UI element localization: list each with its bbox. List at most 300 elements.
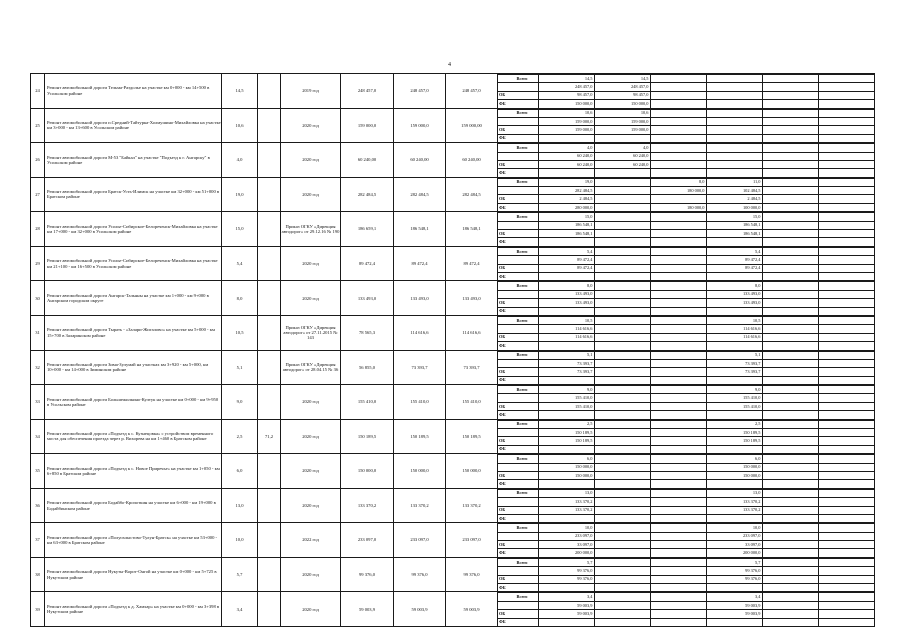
funding-source: Всего	[498, 316, 538, 324]
funding-value	[818, 386, 875, 394]
funding-source: ФБ	[498, 169, 538, 177]
road-name: Ремонт автомобильной дороги п.Средний-Тайтурка-Холмушино-Михайловка на участке км 3+000 - км 13+600 в Усольском районе	[45, 108, 222, 143]
funding-value	[650, 463, 706, 471]
limit-cost: 248 457,0	[394, 74, 446, 109]
funding-source	[498, 325, 538, 333]
road-name: Ремонт автомобильной дороги Ангарск-Тальяны на участке км 1+000 - км 9+000 в Ангарском городском округе	[45, 281, 222, 316]
bridge-length	[258, 557, 281, 592]
funding-value: 180 000,0	[650, 203, 706, 211]
funding-value: 150 189,5	[538, 429, 594, 437]
funding-line	[498, 187, 875, 195]
funding-value: 6,0	[706, 455, 762, 463]
funding-value	[762, 109, 818, 117]
limit-cost: 89 472,4	[394, 246, 446, 281]
estimated-cost: 186 659,1	[341, 212, 394, 247]
funding-breakdown	[498, 281, 875, 316]
funding-value	[762, 307, 818, 315]
funding-value: 5,7	[538, 558, 594, 566]
funding-value	[706, 411, 762, 419]
funding-source	[498, 601, 538, 609]
funding-value: 186 548,1	[706, 230, 762, 238]
funding-value	[706, 144, 762, 152]
estimate-basis: 2020 год	[281, 246, 341, 281]
funding-value	[762, 160, 818, 168]
funding-value	[650, 91, 706, 99]
funding-value	[818, 558, 875, 566]
road-name: Ремонт автомобильной дороги Тырать - «Залари-Жигалово» на участке км 5+000 - км 15+700 в Заларинском районе	[45, 315, 222, 350]
funding-line	[498, 100, 875, 108]
funding-value	[762, 506, 818, 514]
funding-value: 8,0	[650, 178, 706, 186]
funding-value	[650, 299, 706, 307]
funding-value	[818, 411, 875, 419]
funding-value: 150 189,5	[706, 429, 762, 437]
funding-value	[762, 411, 818, 419]
funding-value	[762, 91, 818, 99]
funding-breakdown	[498, 557, 875, 592]
funding-value	[762, 445, 818, 453]
funding-value: 133 370,2	[706, 498, 762, 506]
estimate-basis: 2020 год	[281, 143, 341, 178]
funding-value	[650, 325, 706, 333]
funding-source: Всего	[498, 386, 538, 394]
funding-value	[762, 247, 818, 255]
funding-value	[762, 368, 818, 376]
funding-value: 9,0	[538, 386, 594, 394]
funding-value	[650, 282, 706, 290]
total-cost: 114 616,6	[446, 315, 498, 350]
funding-value	[818, 238, 875, 246]
funding-value	[762, 618, 818, 626]
funding-value: 150 000,0	[538, 471, 594, 479]
funding-value	[650, 489, 706, 497]
funding-value	[818, 420, 875, 428]
funding-value	[762, 213, 818, 221]
funding-value	[762, 83, 818, 91]
funding-line	[498, 247, 875, 255]
funding-line	[498, 359, 875, 367]
funding-line	[498, 272, 875, 280]
funding-value	[594, 195, 650, 203]
funding-line	[498, 299, 875, 307]
funding-value: 114 616,6	[538, 333, 594, 341]
funding-value: 102 484,5	[706, 187, 762, 195]
road-name: Ремонт автомобильной дороги Нукуты-Ворот-Онгой на участке км 0+000 - км 5+725 в Нукутском районе	[45, 557, 222, 592]
funding-value	[594, 593, 650, 601]
funding-value	[818, 333, 875, 341]
funding-value	[818, 144, 875, 152]
road-name: Ремонт автомобильной дороги Тельма-Раздолье на участке км 0+000 - км 14+500 в Усольском районе	[45, 74, 222, 109]
funding-value	[650, 376, 706, 384]
funding-value	[594, 601, 650, 609]
funding-line	[498, 342, 875, 350]
funding-source: ФБ	[498, 514, 538, 522]
funding-line	[498, 498, 875, 506]
funding-line	[498, 117, 875, 125]
funding-value	[594, 299, 650, 307]
funding-value	[650, 368, 706, 376]
funding-value	[818, 402, 875, 410]
funding-source: ФБ	[498, 618, 538, 626]
funding-value: 14,5	[538, 75, 594, 83]
length-km: 10,5	[222, 315, 258, 350]
funding-value	[818, 282, 875, 290]
funding-value: 60 240,0	[594, 160, 650, 168]
funding-source: ОБ	[498, 230, 538, 238]
funding-value: 98 457,0	[538, 91, 594, 99]
funding-value: 14,5	[594, 75, 650, 83]
length-km: 6,0	[222, 454, 258, 489]
funding-subtable	[498, 178, 875, 212]
funding-value	[594, 272, 650, 280]
funding-value	[538, 307, 594, 315]
bridge-length	[258, 143, 281, 178]
bridge-length	[258, 108, 281, 143]
total-cost: 150 000,0	[446, 454, 498, 489]
funding-value	[594, 420, 650, 428]
estimated-cost: 59 003,9	[341, 592, 394, 627]
total-cost: 155 410,0	[446, 385, 498, 420]
funding-value	[818, 514, 875, 522]
funding-value	[650, 117, 706, 125]
funding-subtable	[498, 489, 875, 523]
funding-value	[650, 316, 706, 324]
funding-value	[818, 575, 875, 583]
funding-line	[498, 532, 875, 540]
funding-value	[762, 376, 818, 384]
funding-value	[650, 411, 706, 419]
row-number: 31	[31, 315, 45, 350]
funding-value	[706, 91, 762, 99]
funding-value: 4,0	[594, 144, 650, 152]
funding-breakdown	[498, 143, 875, 178]
funding-line	[498, 394, 875, 402]
funding-value: 73 393,7	[706, 359, 762, 367]
funding-value	[762, 351, 818, 359]
funding-value: 73 393,7	[538, 368, 594, 376]
funding-value	[650, 420, 706, 428]
funding-value	[594, 558, 650, 566]
funding-value: 9,0	[706, 386, 762, 394]
funding-value	[650, 169, 706, 177]
funding-value	[762, 342, 818, 350]
estimated-cost: 159 000,0	[341, 108, 394, 143]
funding-value: 10,6	[538, 109, 594, 117]
table-row	[31, 108, 875, 143]
funding-value: 114 616,6	[706, 325, 762, 333]
funding-line	[498, 601, 875, 609]
funding-value	[650, 100, 706, 108]
funding-value: 2,5	[538, 420, 594, 428]
estimate-basis: Приказ ОГКУ «Дирекция автодорог» от 27.11.2015 № 143	[281, 315, 341, 350]
funding-value	[594, 264, 650, 272]
funding-value	[594, 584, 650, 592]
funding-value	[650, 221, 706, 229]
funding-value	[594, 394, 650, 402]
funding-value	[650, 160, 706, 168]
funding-value: 10,0	[706, 524, 762, 532]
funding-source: ФБ	[498, 100, 538, 108]
funding-value	[762, 75, 818, 83]
estimated-cost: 56 855,0	[341, 350, 394, 385]
funding-breakdown	[498, 212, 875, 247]
funding-value	[762, 203, 818, 211]
funding-source: ФБ	[498, 238, 538, 246]
funding-value	[762, 386, 818, 394]
limit-cost: 150 000,0	[394, 454, 446, 489]
funding-line	[498, 91, 875, 99]
funding-line	[498, 376, 875, 384]
funding-value	[706, 109, 762, 117]
funding-value	[818, 109, 875, 117]
funding-value	[762, 221, 818, 229]
funding-value	[594, 213, 650, 221]
funding-value	[818, 230, 875, 238]
funding-value	[818, 610, 875, 618]
bridge-length	[258, 74, 281, 109]
funding-source: ОБ	[498, 160, 538, 168]
funding-value: 6,0	[538, 455, 594, 463]
funding-value	[706, 152, 762, 160]
bridge-length	[258, 177, 281, 212]
funding-value	[818, 593, 875, 601]
funding-value	[818, 506, 875, 514]
funding-value: 89 472,4	[538, 264, 594, 272]
funding-value: 133 493,0	[706, 299, 762, 307]
table-row	[31, 74, 875, 109]
funding-value	[594, 376, 650, 384]
funding-source	[498, 290, 538, 298]
estimated-cost: 150 189,5	[341, 419, 394, 454]
table-row	[31, 454, 875, 489]
funding-value	[650, 471, 706, 479]
funding-value	[818, 195, 875, 203]
funding-line	[498, 445, 875, 453]
funding-value	[818, 290, 875, 298]
funding-value: 10,5	[706, 316, 762, 324]
funding-value	[762, 514, 818, 522]
funding-line	[498, 178, 875, 186]
funding-value: 133 370,2	[706, 506, 762, 514]
funding-value	[762, 567, 818, 575]
estimate-basis: 2019 год	[281, 74, 341, 109]
funding-value	[818, 359, 875, 367]
funding-value: 2 484,5	[538, 195, 594, 203]
funding-value	[818, 498, 875, 506]
funding-line	[498, 386, 875, 394]
total-cost: 59 003,9	[446, 592, 498, 627]
limit-cost: 155 410,0	[394, 385, 446, 420]
funding-value: 59 003,9	[538, 610, 594, 618]
estimated-cost: 60 240,00	[341, 143, 394, 178]
funding-subtable	[498, 558, 875, 592]
funding-value: 186 548,1	[706, 221, 762, 229]
row-number: 35	[31, 454, 45, 489]
funding-value: 114 616,6	[538, 325, 594, 333]
funding-value: 8,0	[538, 282, 594, 290]
funding-source: ОБ	[498, 506, 538, 514]
funding-value	[706, 126, 762, 134]
funding-value	[762, 359, 818, 367]
limit-cost: 233 097,0	[394, 523, 446, 558]
funding-source: Всего	[498, 420, 538, 428]
funding-value	[538, 342, 594, 350]
bridge-length	[258, 385, 281, 420]
funding-value	[818, 455, 875, 463]
funding-value: 98 457,0	[594, 91, 650, 99]
total-cost: 73 393,7	[446, 350, 498, 385]
funding-value: 114 616,6	[706, 333, 762, 341]
table-row	[31, 488, 875, 523]
funding-value	[762, 524, 818, 532]
funding-line	[498, 593, 875, 601]
funding-line	[498, 333, 875, 341]
funding-value	[594, 437, 650, 445]
funding-source	[498, 117, 538, 125]
funding-line	[498, 455, 875, 463]
funding-value	[594, 342, 650, 350]
funding-value: 282 484,5	[538, 187, 594, 195]
funding-value	[594, 187, 650, 195]
funding-value	[594, 221, 650, 229]
funding-line	[498, 83, 875, 91]
funding-value: 133 493,0	[706, 290, 762, 298]
table-row	[31, 385, 875, 420]
row-number: 27	[31, 177, 45, 212]
funding-value: 159 000,0	[538, 117, 594, 125]
funding-value: 150 189,5	[706, 437, 762, 445]
total-cost: 248 457,0	[446, 74, 498, 109]
funding-value: 13,0	[538, 489, 594, 497]
funding-line	[498, 238, 875, 246]
funding-value: 60 240,0	[594, 152, 650, 160]
funding-value: 5,4	[706, 247, 762, 255]
funding-value: 99 376,0	[538, 575, 594, 583]
funding-value: 89 472,4	[706, 264, 762, 272]
funding-value	[818, 169, 875, 177]
funding-source: ФБ	[498, 307, 538, 315]
funding-value	[706, 514, 762, 522]
bridge-length	[258, 212, 281, 247]
funding-value: 19,0	[538, 178, 594, 186]
funding-value	[762, 169, 818, 177]
funding-value	[594, 455, 650, 463]
funding-value	[706, 618, 762, 626]
funding-value	[650, 610, 706, 618]
length-km: 4,0	[222, 143, 258, 178]
funding-source	[498, 187, 538, 195]
table-row	[31, 523, 875, 558]
funding-value	[762, 455, 818, 463]
estimate-basis: 2020 год	[281, 385, 341, 420]
funding-value	[762, 402, 818, 410]
funding-value	[818, 272, 875, 280]
funding-value: 150 189,5	[538, 437, 594, 445]
estimate-basis: 2020 год	[281, 454, 341, 489]
funding-value	[594, 575, 650, 583]
road-name: Ремонт автомобильной дороги Усолье-Сибирское-Белореченск-Михайловка на участке км 21+100 - км 16+500 в Усольском районе	[45, 246, 222, 281]
funding-value	[650, 593, 706, 601]
funding-value	[650, 144, 706, 152]
funding-value	[762, 471, 818, 479]
funding-value	[650, 455, 706, 463]
funding-line	[498, 463, 875, 471]
funding-value	[650, 290, 706, 298]
table-row	[31, 592, 875, 627]
funding-value	[818, 394, 875, 402]
funding-line	[498, 420, 875, 428]
estimated-cost: 155 410,0	[341, 385, 394, 420]
funding-source	[498, 532, 538, 540]
funding-value	[818, 567, 875, 575]
funding-line	[498, 558, 875, 566]
row-number: 30	[31, 281, 45, 316]
length-km: 8,0	[222, 281, 258, 316]
table-body	[31, 74, 875, 627]
estimate-basis: 2020 год	[281, 281, 341, 316]
funding-value	[818, 264, 875, 272]
limit-cost: 150 189,5	[394, 419, 446, 454]
funding-line	[498, 514, 875, 522]
funding-value: 73 393,7	[538, 359, 594, 367]
funding-source: Всего	[498, 489, 538, 497]
funding-line	[498, 109, 875, 117]
funding-value	[706, 160, 762, 168]
bridge-length	[258, 281, 281, 316]
road-name: Ремонт автомобильной дороги Большежилкино-Култук на участке км 0+000 - км 9+950 в Усольском районе	[45, 385, 222, 420]
funding-value: 133 370,2	[538, 506, 594, 514]
funding-value	[650, 256, 706, 264]
funding-line	[498, 411, 875, 419]
funding-value: 186 548,1	[538, 230, 594, 238]
estimated-cost: 133 370,2	[341, 488, 394, 523]
funding-value: 99 376,0	[706, 567, 762, 575]
funding-value	[762, 593, 818, 601]
funding-value	[538, 618, 594, 626]
funding-source: ОБ	[498, 368, 538, 376]
length-km: 13,0	[222, 488, 258, 523]
funding-value: 2,5	[706, 420, 762, 428]
funding-value	[538, 376, 594, 384]
funding-breakdown	[498, 419, 875, 454]
limit-cost: 99 376,0	[394, 557, 446, 592]
funding-source	[498, 221, 538, 229]
funding-line	[498, 524, 875, 532]
funding-value	[650, 238, 706, 246]
funding-value	[762, 100, 818, 108]
funding-source: Всего	[498, 144, 538, 152]
funding-value: 200 000,0	[538, 549, 594, 557]
funding-value	[818, 75, 875, 83]
funding-breakdown	[498, 315, 875, 350]
row-number: 37	[31, 523, 45, 558]
funding-value: 155 410,0	[538, 394, 594, 402]
funding-value: 89 472,4	[706, 256, 762, 264]
funding-value	[594, 230, 650, 238]
funding-value: 99 376,0	[706, 575, 762, 583]
funding-value: 248 457,0	[594, 83, 650, 91]
funding-subtable	[498, 385, 875, 419]
funding-value: 133 370,2	[538, 498, 594, 506]
funding-value	[762, 316, 818, 324]
funding-value: 233 097,0	[538, 532, 594, 540]
funding-value	[706, 169, 762, 177]
funding-line	[498, 489, 875, 497]
funding-line	[498, 144, 875, 152]
funding-value	[594, 549, 650, 557]
funding-source: ОБ	[498, 126, 538, 134]
limit-cost: 73 393,7	[394, 350, 446, 385]
